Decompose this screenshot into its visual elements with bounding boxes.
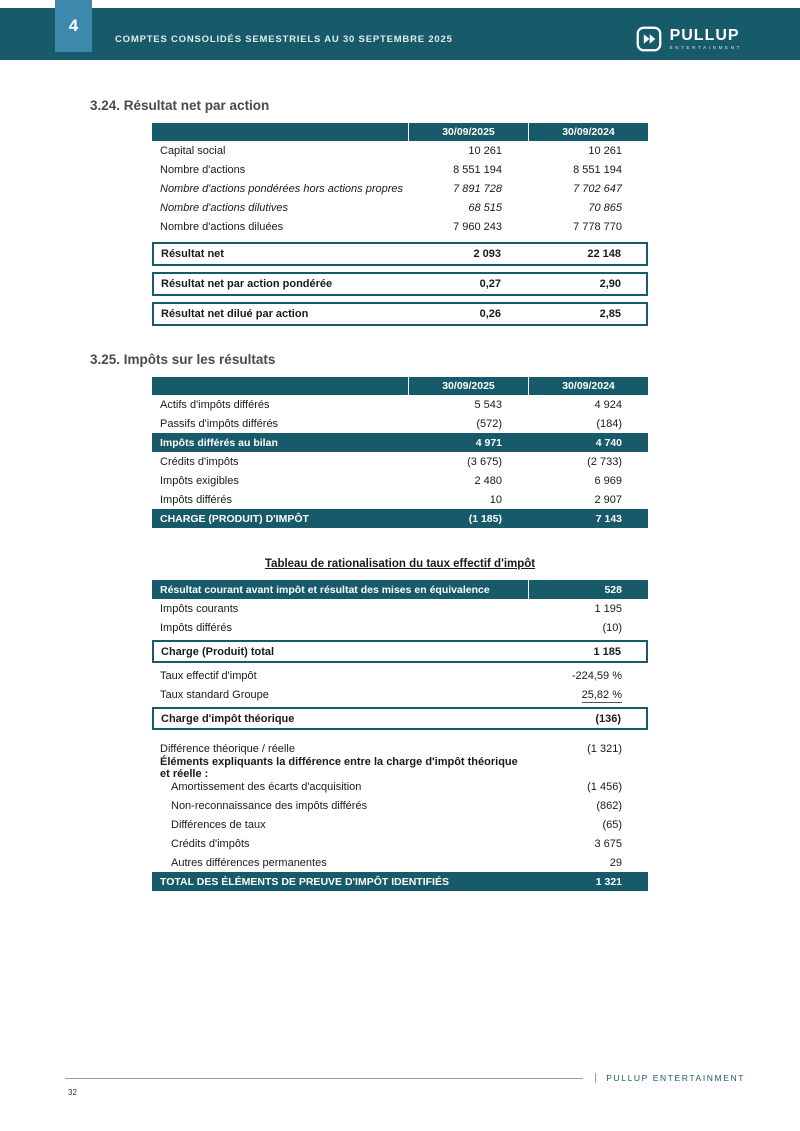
table-row — [152, 471, 648, 490]
row-value: 1 321 — [595, 875, 622, 888]
table-header-row — [152, 377, 648, 395]
row-label: Résultat net dilué par action — [161, 308, 309, 320]
row-label: Passifs d'impôts différés — [160, 417, 279, 430]
table-row — [152, 490, 648, 509]
row-value — [528, 689, 648, 701]
footer-rule — [65, 1078, 583, 1079]
row-label: Impôts différés au bilan — [160, 436, 278, 449]
column-header-2024: 30/09/2024 — [528, 123, 648, 141]
row-value-2025: 2 093 — [473, 248, 501, 260]
row-label: Nombre d'actions diluées — [160, 220, 284, 233]
row-label: Taux effectif d'impôt — [160, 669, 257, 682]
row-value-2025: (3 675) — [467, 455, 502, 468]
document-title: COMPTES CONSOLIDÉS SEMESTRIELS AU 30 SEPTEMBRE 2025 — [115, 34, 453, 45]
table-row — [152, 217, 648, 236]
footer-page-number: 32 — [68, 1088, 77, 1097]
column-header-2024: 30/09/2024 — [528, 377, 648, 395]
row-value-2024: 7 143 — [595, 512, 622, 525]
brand-logo — [636, 26, 742, 52]
row-label: Non-reconnaissance des impôts différés — [171, 799, 368, 812]
row-value: (10) — [602, 621, 622, 634]
row-value-2024: 8 551 194 — [573, 163, 622, 176]
row-value-2025: 10 — [489, 493, 502, 506]
table-row — [152, 179, 648, 198]
row-value-2025: 7 960 243 — [453, 220, 502, 233]
row-value: (1 321) — [587, 742, 622, 755]
page-header — [0, 8, 800, 60]
table-impots-resultats — [152, 377, 648, 528]
row-value: 1 185 — [593, 645, 621, 658]
table-row — [152, 414, 648, 433]
row-value-2024: 4 740 — [595, 436, 622, 449]
page-footer — [65, 1073, 745, 1097]
page-content — [0, 60, 800, 891]
row-label: Crédits d'impôts — [171, 837, 250, 850]
row-label: Éléments expliquants la différence entre la charge d'impôt théorique et réelle : — [160, 755, 518, 780]
row-value: (862) — [596, 799, 622, 812]
row-value-2025: 5 543 — [474, 398, 502, 411]
column-header-2025: 30/09/2025 — [408, 123, 528, 141]
footer-brand: PULLUP ENTERTAINMENT — [595, 1073, 745, 1083]
row-label: Résultat courant avant impôt et résultat des mises en équivalence — [160, 583, 490, 596]
row-label: Résultat net — [161, 248, 224, 260]
row-value-2024: (184) — [596, 417, 622, 430]
highlight-row-total-elements — [152, 872, 648, 891]
row-label: Nombre d'actions dilutives — [160, 201, 289, 214]
table-row-section-label — [152, 755, 648, 780]
table-row — [152, 198, 648, 217]
row-value-2025: 7 891 728 — [453, 182, 502, 195]
boxed-row-resultat-par-action — [152, 272, 648, 296]
row-label: Impôts différés — [160, 621, 232, 634]
row-value-2024: 7 702 647 — [573, 182, 622, 195]
row-value-2024: 22 148 — [587, 248, 621, 260]
row-label: Autres différences permanentes — [171, 856, 327, 869]
boxed-row-resultat-net — [152, 242, 648, 266]
row-value-2025: 68 515 — [468, 201, 502, 214]
ratio-header-row — [152, 580, 648, 599]
row-label: Impôts courants — [160, 602, 239, 615]
table-row — [152, 666, 648, 685]
row-value-2024: 2,85 — [599, 308, 621, 320]
row-value: 29 — [609, 856, 622, 869]
column-header-2025: 30/09/2025 — [408, 377, 528, 395]
row-label: TOTAL DES ÉLÉMENTS DE PREUVE D'IMPÔT IDENTIFIÉS — [160, 875, 449, 888]
table-row — [152, 834, 648, 853]
table-row — [152, 599, 648, 618]
section-heading-325: 3.25. Impôts sur les résultats — [90, 352, 276, 367]
brand-text — [670, 28, 742, 51]
row-label: Charge d'impôt théorique — [161, 712, 295, 725]
row-value-underlined: 25,82 % — [581, 688, 622, 701]
boxed-row-resultat-dilue — [152, 302, 648, 326]
section-heading-324: 3.24. Résultat net par action — [90, 98, 270, 113]
row-value-2024: 7 778 770 — [573, 220, 622, 233]
row-label: Nombre d'actions pondérées hors actions propres — [160, 182, 404, 195]
row-label: Taux standard Groupe — [160, 688, 269, 701]
table-header-row — [152, 123, 648, 141]
row-value-2024: 4 924 — [594, 398, 622, 411]
row-value-2024: 2 907 — [594, 493, 622, 506]
row-value-2025: 8 551 194 — [453, 163, 502, 176]
table-row — [152, 452, 648, 471]
table-row — [152, 618, 648, 637]
row-label: Charge (Produit) total — [161, 645, 275, 658]
row-value-2025: 4 971 — [475, 436, 502, 449]
table-row — [152, 777, 648, 796]
row-value-2025: 0,26 — [479, 308, 501, 320]
row-label: Capital social — [160, 144, 226, 157]
page-number-badge: 4 — [55, 0, 92, 52]
row-label: CHARGE (PRODUIT) D'IMPÔT — [160, 512, 309, 525]
table-row — [152, 796, 648, 815]
boxed-row-charge-impot-theorique — [152, 707, 648, 730]
brand-name: PULLUP — [669, 26, 740, 44]
highlight-row-charge-impot — [152, 509, 648, 528]
row-value-2024: (2 733) — [587, 455, 622, 468]
row-value: (65) — [602, 818, 622, 831]
row-label: Différences de taux — [171, 818, 266, 831]
table-row — [152, 853, 648, 872]
row-label: Amortissement des écarts d'acquisition — [171, 780, 362, 793]
table-resultat-net-par-action — [152, 123, 648, 326]
table-row — [152, 141, 648, 160]
row-value-2024: 6 969 — [594, 474, 622, 487]
row-label: Différence théorique / réelle — [160, 742, 295, 755]
row-value: -224,59 % — [571, 669, 622, 682]
row-value: 1 195 — [594, 602, 622, 615]
fast-forward-logo-icon — [636, 26, 662, 52]
row-value-2025: (1 185) — [468, 512, 502, 525]
table-row — [152, 685, 648, 704]
row-value: 528 — [528, 580, 648, 599]
footer-line — [65, 1073, 745, 1083]
row-value-2024: 2,90 — [599, 278, 621, 290]
row-value-2025: 2 480 — [474, 474, 502, 487]
row-value-2025: 0,27 — [479, 278, 501, 290]
brand-subtitle: ENTERTAINMENT — [669, 44, 742, 50]
table-rationalisation — [152, 580, 648, 891]
table-row — [152, 815, 648, 834]
row-label: Impôts différés — [160, 493, 232, 506]
row-value: 3 675 — [594, 837, 622, 850]
row-label: Crédits d'impôts — [160, 455, 239, 468]
row-value-2024: 10 261 — [588, 144, 622, 157]
row-label: Actifs d'impôts différés — [160, 398, 270, 411]
highlight-row-impots-differes-bilan — [152, 433, 648, 452]
row-value-2024: 70 865 — [588, 201, 622, 214]
table-row — [152, 160, 648, 179]
table-row — [152, 395, 648, 414]
row-label: Nombre d'actions — [160, 163, 246, 176]
row-value: (1 456) — [587, 780, 622, 793]
boxed-row-charge-produit-total — [152, 640, 648, 663]
row-value: (136) — [595, 712, 621, 725]
row-value-2025: (572) — [476, 417, 502, 430]
row-label: Résultat net par action pondérée — [161, 278, 333, 290]
ratio-table-title: Tableau de rationalisation du taux effectif d'impôt — [264, 558, 536, 570]
row-label: Impôts exigibles — [160, 474, 239, 487]
row-value-2025: 10 261 — [468, 144, 502, 157]
